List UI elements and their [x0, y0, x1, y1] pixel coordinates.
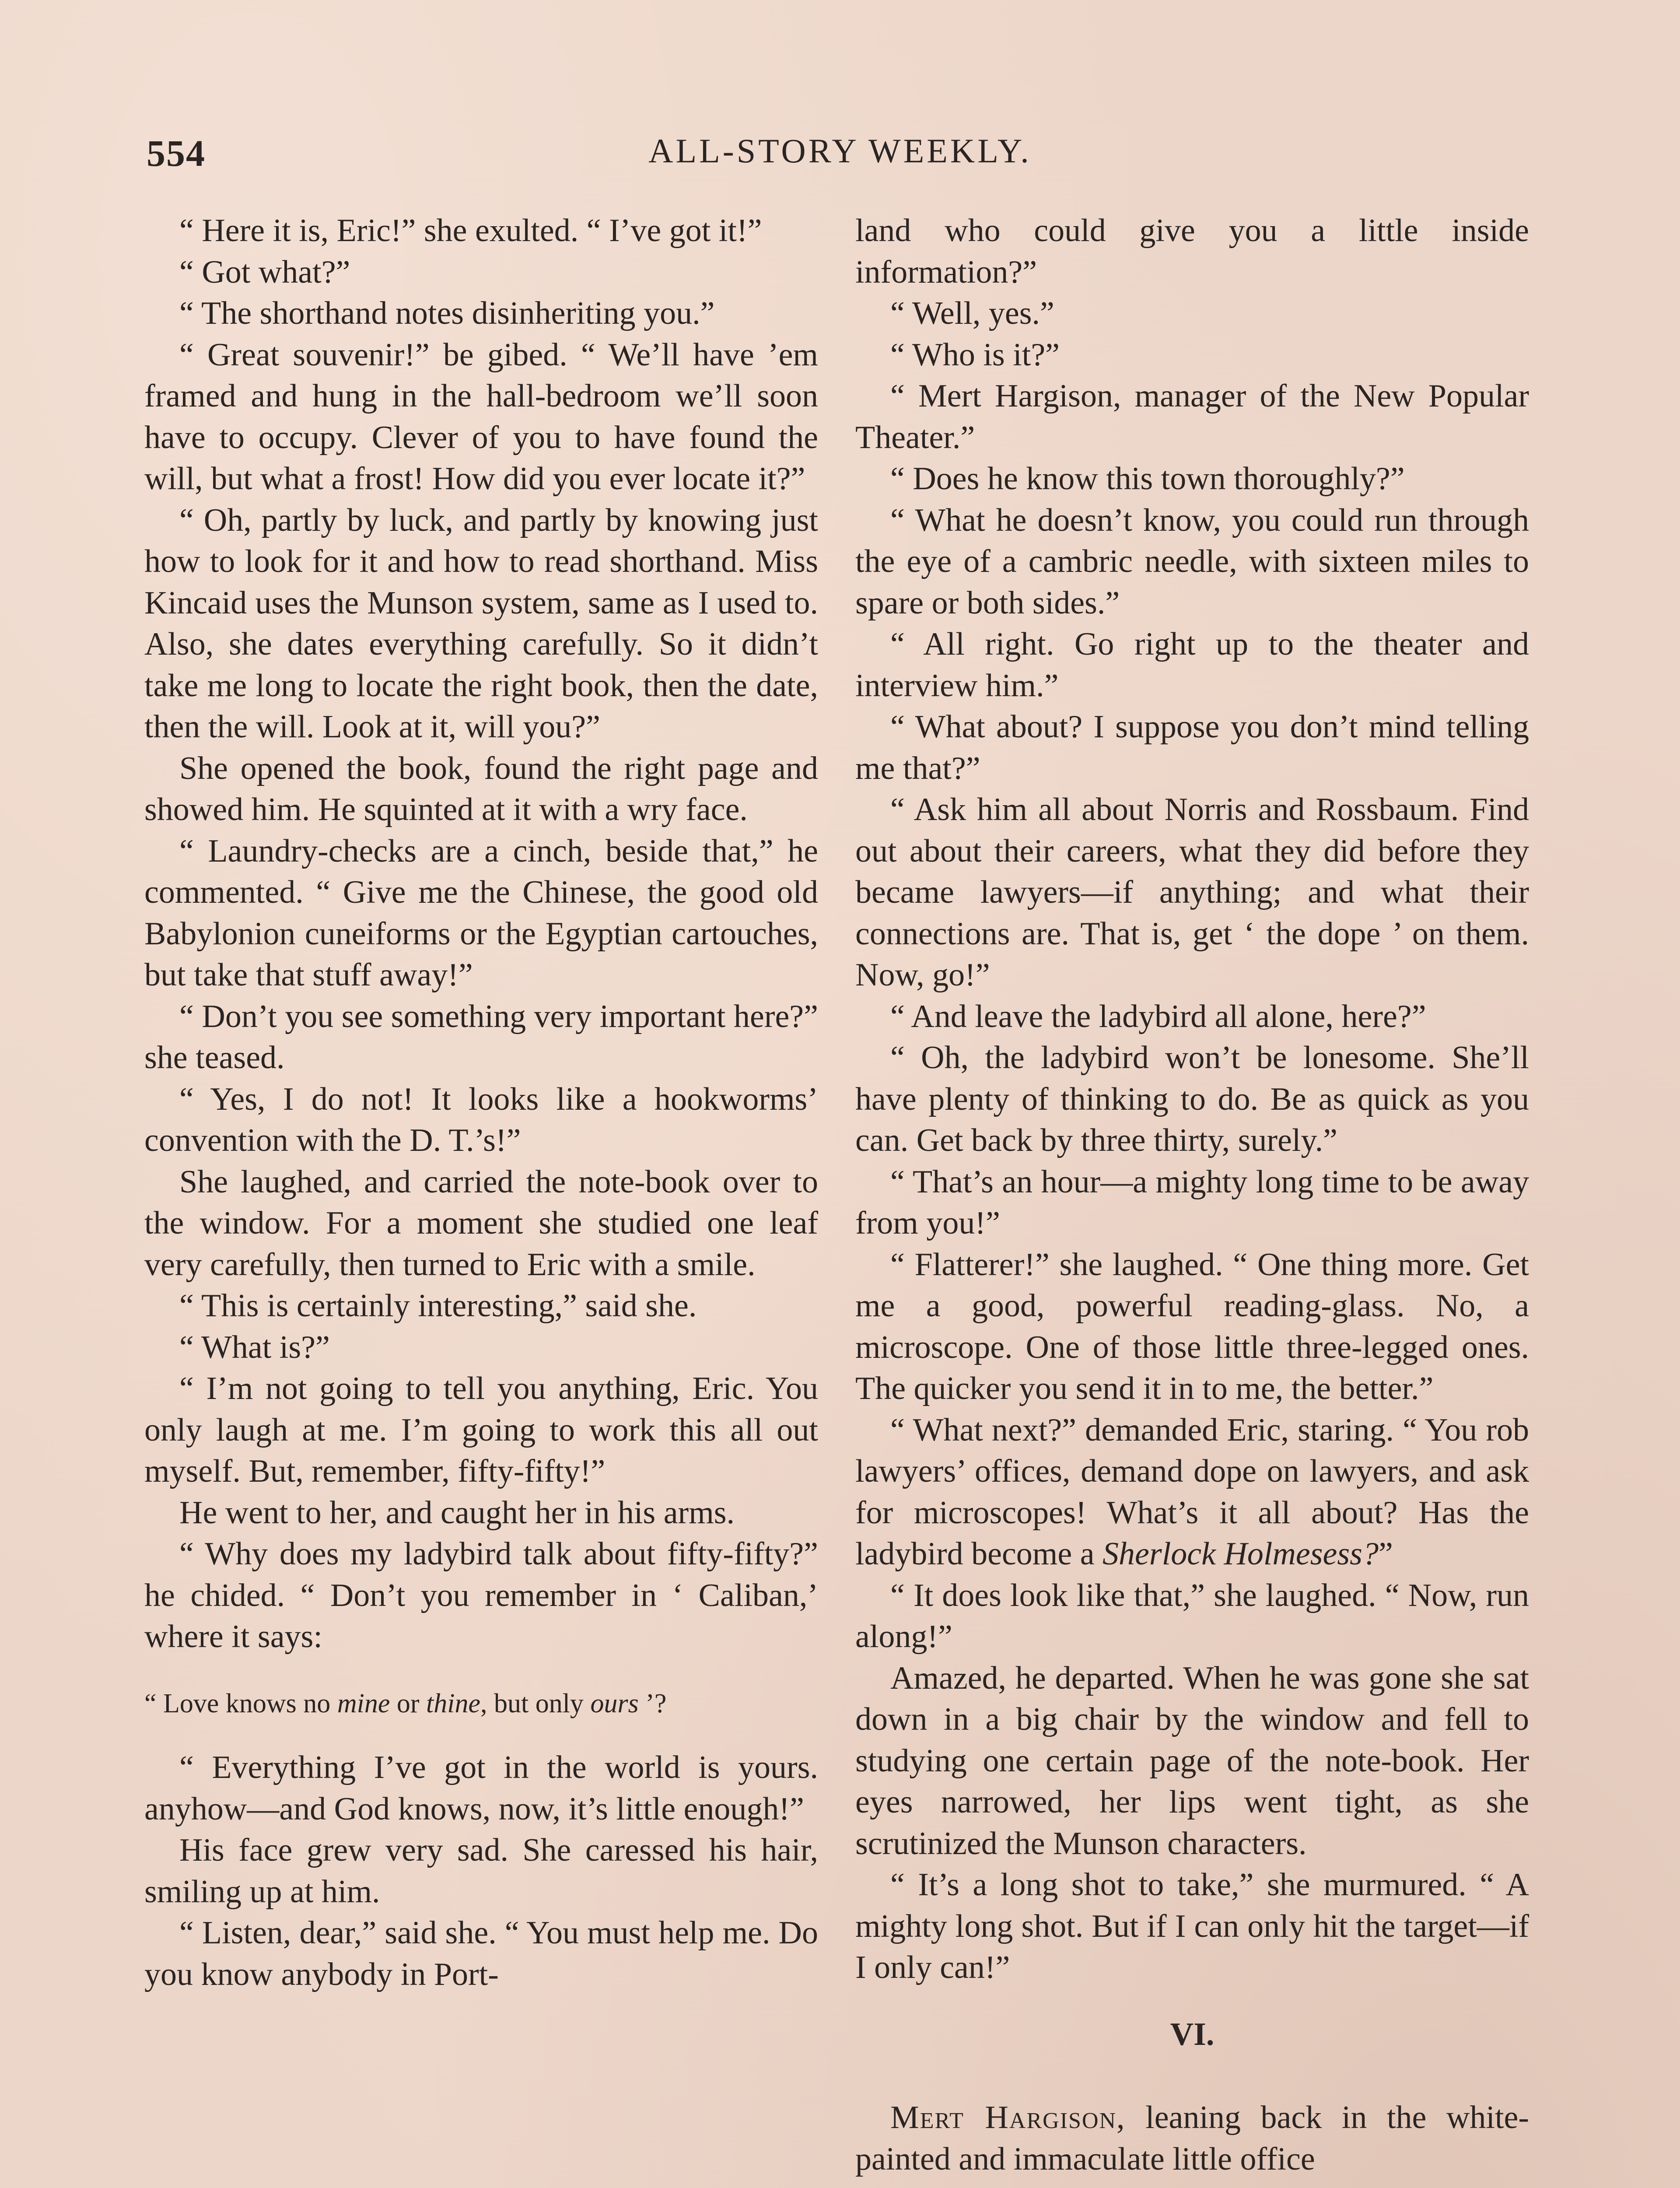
paragraph-text: “ What next?” demanded Eric, staring. “ You rob lawyers’ offices, demand dope on lawyers, and ask for microscopes! What’s it all about? Has the ladybird become a [855, 1412, 1529, 1572]
paragraph: “ The shorthand notes disinheriting you.” [179, 295, 715, 331]
running-head [147, 131, 1533, 179]
paragraph: “ Laundry-checks are a cinch, beside that,” he commented. “ Give me the Chinese, the good old Babylonion cuneiforms or the Egyptian cartouches, but take that stuff away!” [144, 833, 818, 993]
paragraph: “ All right. Go right up to the theater and interview him.” [855, 626, 1529, 704]
paragraph: “ Yes, I do not! It looks like a hookworms’ convention with the D. T.’s!” [144, 1081, 818, 1158]
character-name: Mert Hargison, [890, 2100, 1126, 2135]
paragraph: His face grew very sad. She caressed his hair, smiling up at him. [144, 1832, 818, 1910]
paragraph-continuation: land who could give you a little inside information?” [855, 213, 1529, 290]
paragraph: Amazed, he departed. When he was gone she sat down in a big chair by the window and fell to studying one certain page of the note-book. Her eyes narrowed, her lips went tight, as she scrutinized the Munson characters. [855, 1660, 1529, 1862]
paragraph: “ Listen, dear,” said she. “ You must help me. Do you know anybody in Port- [144, 1915, 818, 1992]
paragraph: “ Don’t you see something very important here?” she teased. [144, 998, 818, 1076]
paragraph: “ Flatterer!” she laughed. “ One thing more. Get me a good, powerful reading-glass. No, a microscope. One of those little three-legged ones. The quicker you send it in to me, the better.” [855, 1246, 1529, 1406]
italic-text: Sherlock Holmesess? [1102, 1536, 1379, 1572]
paragraph: “ What is?” [179, 1329, 330, 1365]
verse-quotation [144, 1683, 818, 1725]
paragraph: “ Who is it?” [890, 337, 1060, 373]
paragraph: “ That’s an hour—a mighty long time to be away from you!” [855, 1164, 1529, 1241]
paragraph: “ Great souvenir!” be gibed. “ We’ll have ’em framed and hung in the hall-bedroom we’ll soon have to occupy. Clever of you to have found the will, but what a frost! How did you ever locate it?” [144, 337, 818, 497]
paragraph: “ What about? I suppose you don’t mind telling me that?” [855, 709, 1529, 786]
verse-italic: thine [426, 1688, 480, 1718]
paragraph: “ I’m not going to tell you anything, Eric. You only laugh at me. I’m going to work this all out myself. But, remember, fifty-fifty!” [144, 1371, 818, 1489]
paragraph-text: ” [1378, 1536, 1393, 1572]
paragraph: He went to her, and caught her in his arms. [179, 1494, 735, 1531]
paragraph [855, 1410, 1529, 1575]
paragraph: “ Ask him all about Norris and Rossbaum. Find out about their careers, what they did before they became lawyers—if anything; and what their connections are. That is, get ‘ the dope ’ on them. Now, go!” [855, 792, 1529, 993]
verse-italic: mine [337, 1688, 390, 1718]
paragraph: “ Got what?” [179, 254, 350, 290]
paragraph: “ Mert Hargison, manager of the New Popular Theater.” [855, 378, 1529, 456]
page-number: 554 [147, 132, 206, 174]
paragraph: “ Everything I’ve got in the world is yours. anyhow—and God knows, now, it’s little enough!” [144, 1750, 818, 1827]
paragraph: “ Here it is, Eric!” she exulted. “ I’ve got it!” [179, 213, 762, 249]
left-column [144, 210, 818, 1995]
paragraph: “ What he doesn’t know, you could run through the eye of a cambric needle, with sixteen miles to spare or both sides.” [855, 502, 1529, 621]
paragraph: “ Does he know this town thoroughly?” [890, 461, 1405, 497]
verse-text: ’? [638, 1688, 667, 1718]
right-column [855, 210, 1529, 2180]
paragraph [855, 2097, 1529, 2180]
paragraph: “ It’s a long shot to take,” she murmured. “ A mighty long shot. But if I can only hit the target—if I only can!” [855, 1867, 1529, 1985]
paragraph: “ And leave the ladybird all alone, here?” [890, 998, 1426, 1034]
paragraph: “ Well, yes.” [890, 295, 1054, 331]
paragraph: “ It does look like that,” she laughed. “ Now, run along!” [855, 1577, 1529, 1655]
paragraph: “ Why does my ladybird talk about fifty-fifty?” he chided. “ Don’t you remember in ‘ Caliban,’ where it says: [144, 1536, 818, 1655]
paragraph: “ This is certainly interesting,” said she. [179, 1288, 697, 1324]
verse-text: , but only [480, 1688, 591, 1718]
verse-text: “ Love knows no [144, 1688, 337, 1718]
journal-title: ALL-STORY WEEKLY. [648, 132, 1032, 170]
paragraph: “ Oh, partly by luck, and partly by knowing just how to look for it and how to read shorthand. Miss Kincaid uses the Munson system, same as I used to. Also, she dates everything carefully. So it didn’t take me long to locate the right book, then the date, then the will. Look at it, will you?” [144, 502, 818, 745]
verse-text: or [390, 1688, 426, 1718]
section-number: VI. [1170, 2016, 1214, 2052]
paragraph-text: leaning back in the white-painted and immaculate little office [855, 2100, 1529, 2177]
paragraph: She opened the book, found the right page and showed him. He squinted at it with a wry face. [144, 750, 818, 828]
paragraph: She laughed, and carried the note-book over to the window. For a moment she studied one leaf very carefully, then turned to Eric with a smile. [144, 1164, 818, 1283]
paragraph: “ Oh, the ladybird won’t be lonesome. She’ll have plenty of thinking to do. Be as quick as you can. Get back by three thirty, surely.” [855, 1040, 1529, 1158]
verse-italic: ours [590, 1688, 639, 1718]
